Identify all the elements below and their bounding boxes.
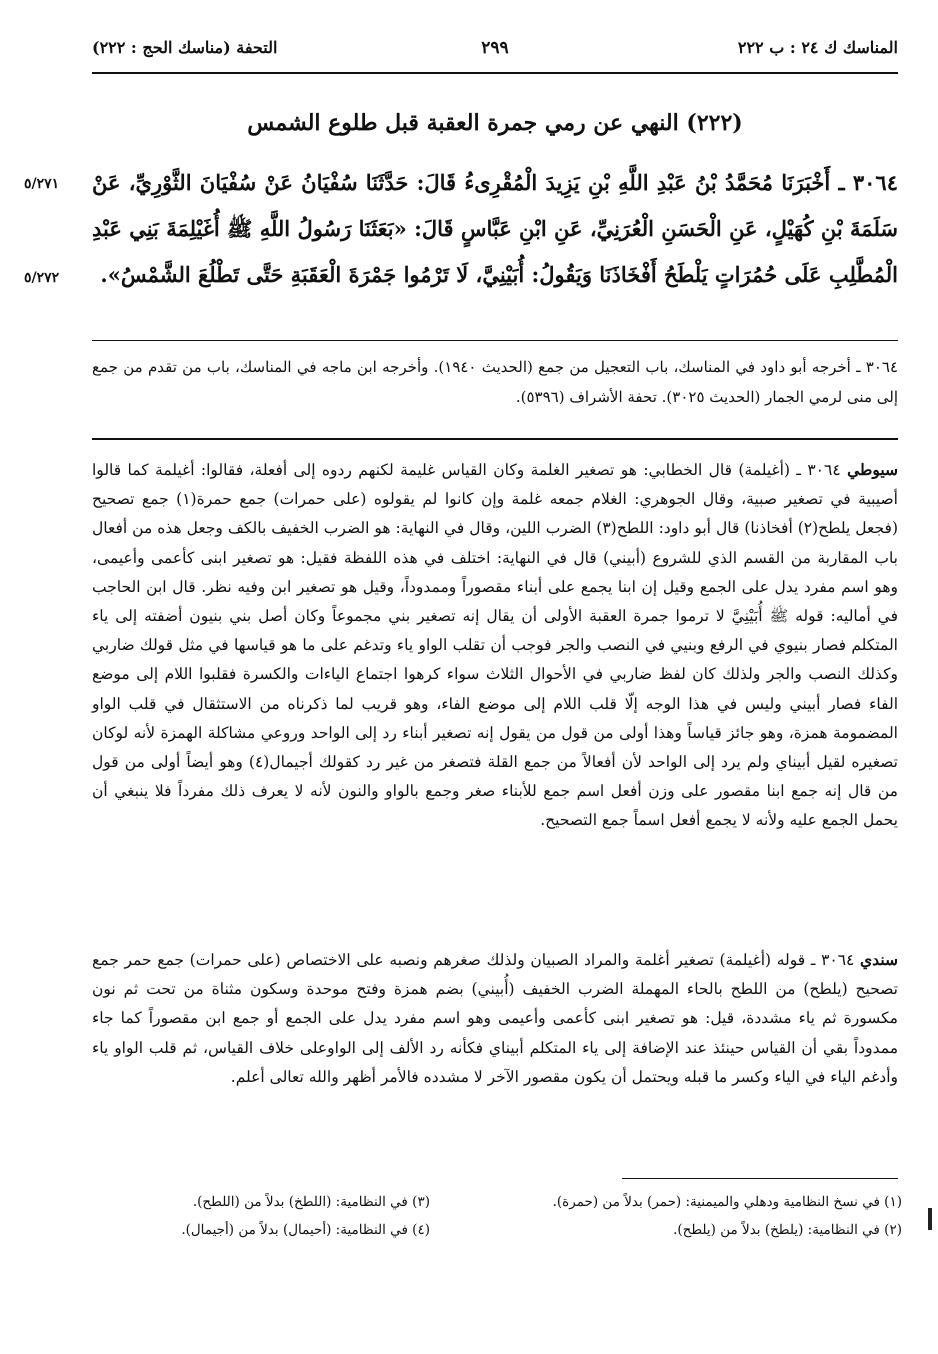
scan-edge-mark — [928, 1208, 932, 1230]
sindi-commentary — [92, 945, 898, 1092]
hadith-divider — [92, 340, 898, 341]
running-header — [92, 38, 898, 68]
footnote-2: (٢) في النظامية: (يلطخ) بدلاً من (يلطح). — [673, 1222, 902, 1238]
header-book-reference: المناسك ك ٢٤ : ب ٢٢٢ — [737, 38, 898, 57]
chapter-title: (٢٢٢) النهي عن رمي جمرة العقبة قبل طلوع الشمس — [247, 110, 743, 136]
suyuti-commentary — [92, 455, 898, 836]
hadith-text: ٣٠٦٤ ـ أَخْبَرَنَا مُحَمَّدُ بْنُ عَبْدِ اللَّهِ بْنِ يَزِيدَ الْمُقْرِىءُ قَالَ: حَدَّثَنَا سُفْيَانُ عَنْ سُفْيَانَ الثَّوْرِيِّ، عَنْ سَلَمَةَ بْنِ كُهَيْلٍ، عَنِ الْحَسَنِ الْعُرَنِيِّ، عَنِ ابْنِ عَبَّاسٍ قَالَ: «بَعَثَنَا رَسُولُ اللَّهِ ﷺ أُغَيْلِمَةَ بَنِي عَبْدِ الْمُطَّلِبِ عَلَى حُمُرَاتٍ يَلْطَحُ أَفْخَاذَنَا وَيَقُولُ: أُبَيْنِيَّ، لَا تَرْمُوا جَمْرَةَ الْعَقَبَةِ حَتَّى تَطْلُعَ الشَّمْسُ». — [92, 170, 898, 287]
sindi-label: سندي — [860, 950, 898, 969]
page-number: ٢٩٩ — [481, 38, 509, 58]
commentary-divider — [92, 438, 898, 440]
sindi-text: ٣٠٦٤ ـ قوله (أغيلمة) تصغير أغلمة والمراد الصبيان ولذلك صغرهم ونصبه على الاختصاص (على حمرات) جمع حمر جمع تصحيح (يلطح) من اللطح بالحاء المهملة الضرب الخفيف (أُبيني) بضم همزة وفتح موحدة وسكون مثناة من تحت ثم نون مكسورة ثم ياء مشددة، قيل: هو تصغير ابنى كأعمى وأعيمى وهو اسم مفرد يدل على الجمع أو جمع ابن مقصوراً كما جاء ممدوداً بقي أن القياس حينئذ عند الإضافة إلى ياء المتكلم أبيناي فكأنه رد الألف إلى الواوعلى خلاف القياس، ثم قلب الواو ياء وأدغم الياء في الياء وكسر ما قبله ويحتمل أن يكون مقصور الآخر لا مشدده فالأمر أظهر والله تعالى أعلم. — [92, 951, 898, 1086]
header-divider — [92, 72, 898, 74]
footnote-divider — [622, 1178, 898, 1179]
footnote-1: (١) في نسخ النظامية ودهلي والميمنية: (حمر) بدلاً من (حمرة). — [552, 1194, 902, 1210]
takhrij-note: ٣٠٦٤ ـ أخرجه أبو داود في المناسك، باب التعجيل من جمع (الحديث ١٩٤٠). وأخرجه ابن ماجه في المناسك، باب من تقدم من جمع إلى منى لرمي الجمار (الحديث ٣٠٢٥). تحفة الأشراف (٥٣٩٦). — [92, 358, 899, 406]
margin-reference-2: ٥/٢٧٢ — [24, 270, 60, 286]
header-tuhfa-reference: التحفة (مناسك الحج : ٢٢٢) — [92, 38, 278, 57]
suyuti-label: سيوطي — [847, 460, 898, 479]
margin-reference-1: ٥/٢٧١ — [24, 176, 60, 192]
suyuti-text: ٣٠٦٤ ـ (أغيلمة) قال الخطابي: هو تصغير الغلمة وكان القياس غليمة لكنهم ردوه إلى أفعلة، فقالوا: أغيلمة كما قالوا أصيبية في تصغير صبية، وقال الجوهري: الغلام جمعه غلمة وإن كانوا لم يقولوه (على حمرات) جمع حمرة(١) جمع تصحيح (فجعل يلطح(٢) أفخاذنا) قال أبو داود: اللطح(٣) الضرب اللين، وقال في النهاية: هو الضرب الخفيف بالكف وجعل هذه من أفعال باب المقاربة من القسم الذي للشروع (أبيني) قال في النهاية: اختلف في هذه اللفظة فقيل: هو تصغير ابنى كأعمى وأعيمى، وهو اسم مفرد يدل على الجمع وقيل إن ابنا يجمع على أبناء مقصوراً وممدوداً، وقيل هو تصغير ابن وفيه نظر. قال ابن الحاجب في أماليه: قوله ﷺ أُبَيْنِيَّ لا ترموا جمرة العقبة الأولى أن يقال إنه تصغير بني مجموعاً وكان أصل بني بنيون أضفته إلى ياء المتكلم فصار بنيوي في الرفع وبنيي في النصب والجر فوجب أن تقلب الواو ياء وتدغم على ما هو قياسها في مثل قولك ضاربي وكذلك النصب والجر ولذلك كان لفظ ضاربي في الأحوال الثلاث سواء كرهوا اجتماع الياءات والكسرة فقلبوا اللام إلى موضع الفاء فصار أبيني وليس في هذا الوجه إلّا قلب اللام إلى موضع الفاء، وهو قريب لما ذكرناه من الاستثقال في قلب الواو المضمومة همزة، وهو جائز قياساً وهذا أولى من قول من يقول إنه تصغير أبناء رد إلى الواحد وروعي مشاكلة الهمزة لأنه لوكان تصغيره لقيل أبيناي ولم يرد إلى الواحد لأن أفعالاً من جمع القلة فتصغر من غير رد كقولك أجيمال(٤) وهو أيضاً أولى من قول من قال إنه جمع ابنا مقصور على وزن أفعل اسم جمع للأبناء صغر وجمع بالواو والنون لأنه لا يعرف ذلك مفرداً فلا ينبغي أن يحمل الجمع عليه ولأنه لا يجمع أفعل اسماً جمع التصحيح. — [92, 461, 898, 830]
footnote-3: (٣) في النظامية: (اللطخ) بدلاً من (اللطح). — [192, 1194, 430, 1210]
footnote-4: (٤) في النظامية: (أحيمال) بدلاً من (أجيمال). — [181, 1222, 430, 1238]
